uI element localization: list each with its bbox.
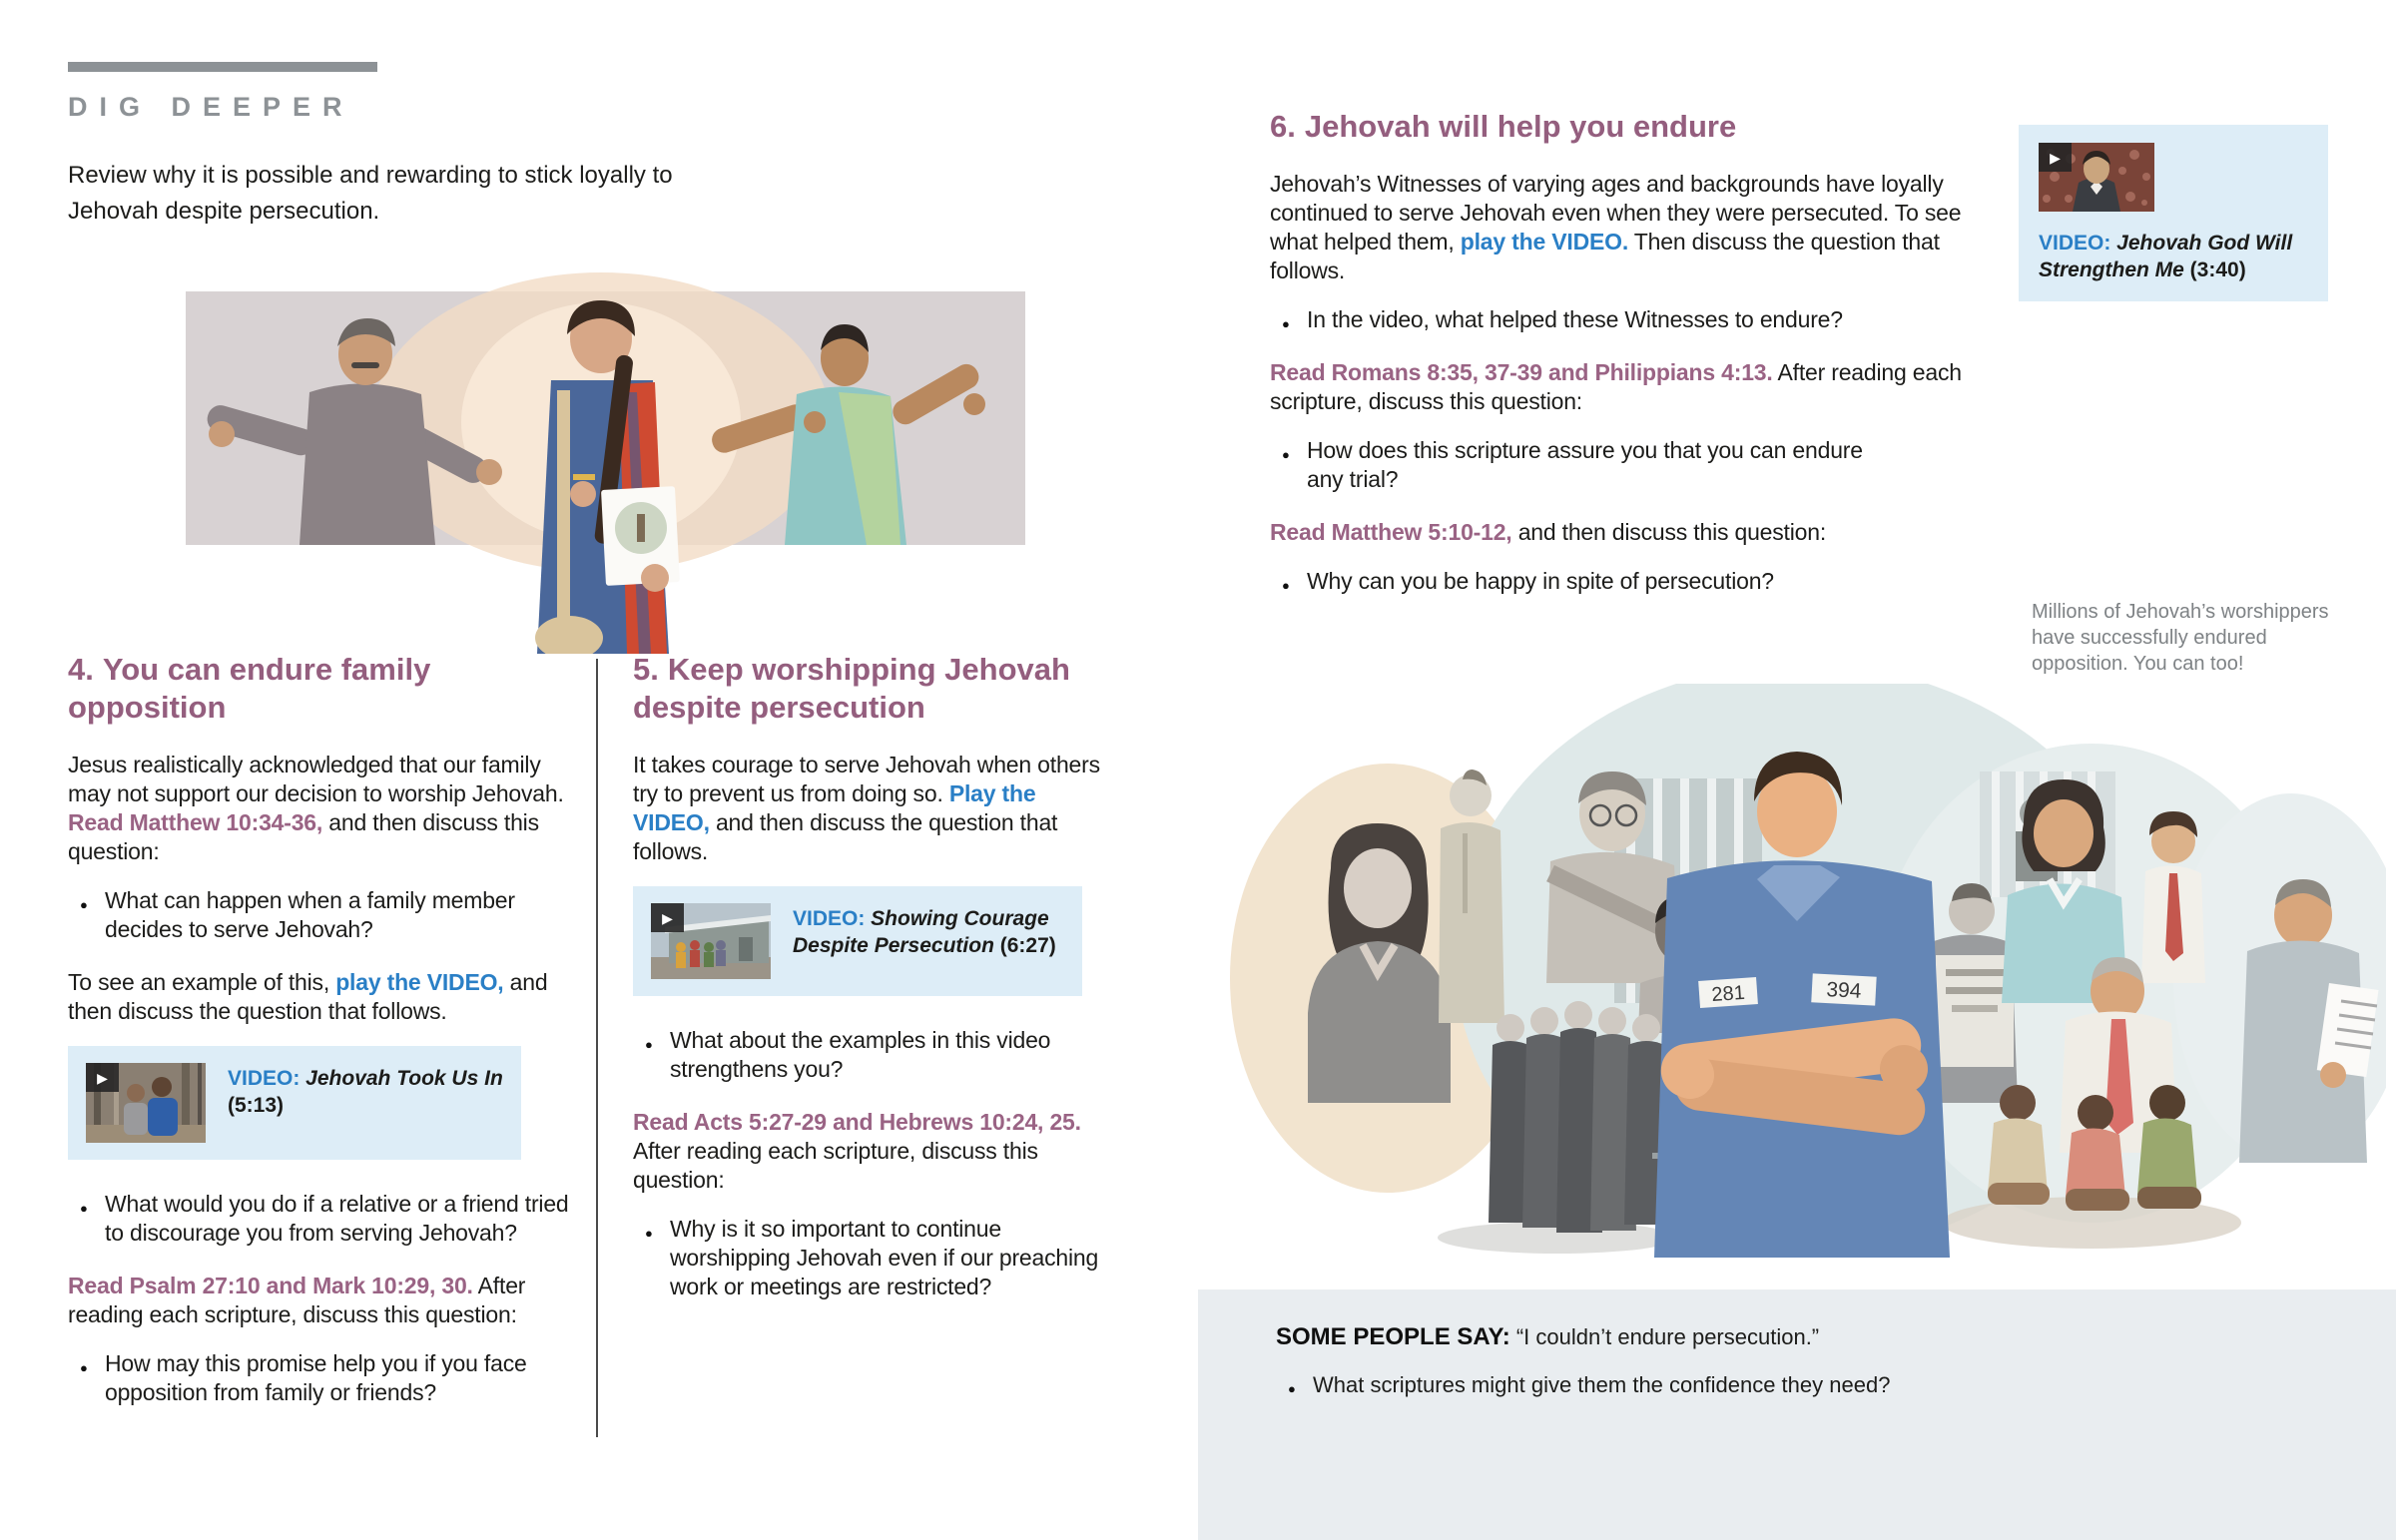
discussion-question: ● What scriptures might give them the confidence they need? xyxy=(1276,1371,2271,1399)
section-4-paragraph-3: Read Psalm 27:10 and Mark 10:29, 30. After reading each scripture, discuss this question: xyxy=(68,1273,526,1327)
right-page xyxy=(1198,0,2396,1540)
discussion-question: ● What about the examples in this video strengthens you? xyxy=(633,1026,1110,1084)
scripture-link-romans-8[interactable]: Read Romans 8:35, 37-39 and Philippians 4:13. xyxy=(1270,359,1773,385)
kicker-title: DIG DEEPER xyxy=(68,92,354,122)
video-caption: VIDEO: Showing Courage Despite Persecution (6:27) xyxy=(793,907,1056,957)
scripture-link-psalm-27[interactable]: Read Psalm 27:10 and Mark 10:29, 30. xyxy=(68,1273,473,1298)
play-icon[interactable]: ▶ xyxy=(86,1063,119,1092)
family-opposition-illustration xyxy=(150,243,1048,654)
section-4-paragraph-1: Jesus realistically acknowledged that our family may not support our decision to worship Jehovah. Read Matthew 10:34-36, and then discuss this question: xyxy=(68,752,564,864)
play-video-link[interactable]: play the VIDEO, xyxy=(335,969,504,995)
section-6-paragraph-3: Read Matthew 5:10-12, and then discuss this question: xyxy=(1270,519,1827,545)
section-5-paragraph-2: Read Acts 5:27-29 and Hebrews 10:24, 25. After reading each scripture, discuss this question: xyxy=(633,1109,1081,1193)
video-thumbnail[interactable] xyxy=(86,1063,206,1143)
section-5-paragraph-1: It takes courage to serve Jehovah when others try to prevent us from doing so. Play the VIDEO, and then discuss the question that follows. xyxy=(633,752,1100,864)
play-icon[interactable]: ▶ xyxy=(2039,143,2072,172)
svg-text:394: 394 xyxy=(1825,978,1863,1003)
video-caption: VIDEO: Jehovah Took Us In (5:13) xyxy=(228,1067,503,1117)
svg-text:281: 281 xyxy=(1710,981,1746,1007)
discussion-question: ● How does this scripture assure you that you can endure any trial? xyxy=(1270,436,1866,494)
play-icon[interactable]: ▶ xyxy=(651,903,684,932)
discussion-question: ● Why can you be happy in spite of persecution? xyxy=(1270,567,1995,596)
section-6-paragraph-2: Read Romans 8:35, 37-39 and Philippians 4:13. After reading each scripture, discuss this question: xyxy=(1270,359,1962,414)
section-6-heading: 6. Jehovah will help you endure xyxy=(1270,109,1737,144)
illustration-caption: Millions of Jehovah’s worshippers have successfully endured opposition. You can too! xyxy=(2032,601,2329,675)
section-4-heading: 4. You can endure family opposition xyxy=(68,652,431,725)
scripture-link-acts-5[interactable]: Read Acts 5:27-29 and Hebrews 10:24, 25. xyxy=(633,1109,1081,1135)
section-5-heading: 5. Keep worshipping Jehovah despite persecution xyxy=(633,652,1070,725)
play-video-link[interactable]: Play the VIDEO, xyxy=(633,780,1036,835)
section-4 xyxy=(68,651,579,1431)
video-card-strengthen-me[interactable] xyxy=(2019,125,2328,301)
discussion-question: ● How may this promise help you if you face opposition from family or friends? xyxy=(68,1349,579,1407)
video-thumbnail[interactable] xyxy=(651,903,771,979)
section-4-paragraph-2: To see an example of this, play the VIDEO, and then discuss the question that follows. xyxy=(68,969,548,1024)
play-video-link[interactable]: play the VIDEO. xyxy=(1460,229,1629,255)
some-people-say-line xyxy=(1276,1323,2314,1351)
kicker-rule xyxy=(68,62,377,72)
discussion-question: ● In the video, what helped these Witnesses to endure? xyxy=(1270,305,1995,334)
scripture-link-matthew-10[interactable]: Read Matthew 10:34-36, xyxy=(68,809,323,835)
discussion-question: ● Why is it so important to continue worshipping Jehovah even if our preaching work or meetings are restricted? xyxy=(633,1215,1110,1301)
section-6 xyxy=(1270,108,1995,620)
video-thumbnail[interactable] xyxy=(2039,143,2308,212)
column-divider xyxy=(596,659,598,1437)
discussion-question: ● What would you do if a relative or a friend tried to discourage you from serving Jehovah? xyxy=(68,1190,579,1248)
lesson-intro: Review why it is possible and rewarding to stick loyally to Jehovah despite persecution. xyxy=(68,162,673,225)
discussion-question: ● What can happen when a family member decides to serve Jehovah? xyxy=(68,886,579,944)
some-people-say-quote: “I couldn’t endure persecution.” xyxy=(1509,1324,1820,1349)
video-card-showing-courage[interactable] xyxy=(633,886,1082,996)
some-people-say-panel xyxy=(1198,1289,2396,1540)
section-5 xyxy=(633,651,1110,1325)
section-6-paragraph-1: Jehovah’s Witnesses of varying ages and backgrounds have loyally continued to serve Jehovah even when they were persecuted. To see what helped them, play the VIDEO. Then discuss the question that follows. xyxy=(1270,171,1962,283)
endurance-collage-illustration xyxy=(1213,684,2386,1258)
video-caption: VIDEO: Jehovah God Will Strengthen Me (3:40) xyxy=(2039,232,2293,281)
some-people-say-label: SOME PEOPLE SAY: xyxy=(1276,1323,1510,1350)
scripture-link-matthew-5[interactable]: Read Matthew 5:10-12, xyxy=(1270,519,1512,545)
video-card-jehovah-took-us-in[interactable] xyxy=(68,1046,521,1160)
